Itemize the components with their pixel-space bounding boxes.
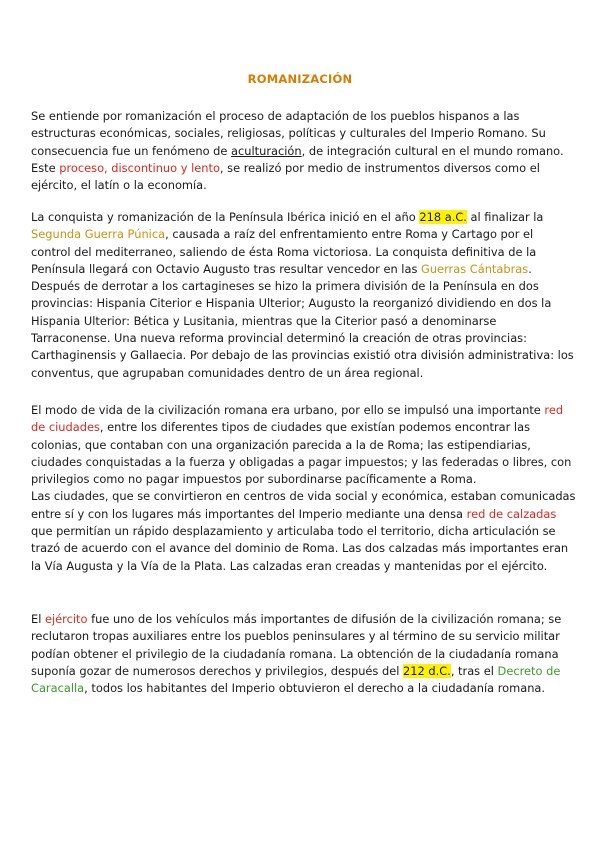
red-highlight-term: ejército bbox=[44, 612, 88, 626]
paragraph-intro bbox=[31, 108, 576, 194]
red-highlight-term: proceso, discontinuo y lento bbox=[59, 160, 220, 175]
page-title: ROMANIZACIÓN bbox=[247, 72, 353, 86]
text: Se entiende por romanización el proceso de adaptación de los pueblos hispanos a las estructuras económicas, sociales, religiosas, políticas y culturales del Imperio Romano. Su consecuencia fue un fenómeno de bbox=[31, 109, 546, 158]
red-highlight-term: red de ciudades bbox=[31, 403, 564, 435]
highlighted-date: 218 a.C. bbox=[419, 210, 467, 224]
text: Las ciudades, que se convirtieron en centros de vida social y económica, estaban comunicadas entre sí y con los lugares más importantes del Imperio mediante una densa bbox=[31, 489, 576, 521]
text: , tras el bbox=[450, 663, 498, 678]
text: que permitían un rápido desplazamiento y articulaba todo el territorio, dicha articulación se trazó de acuerdo con el avance del dominio de Roma. Las dos calzadas más importantes eran la Vía Augusta y la Vía de la Plata. Las calzadas eran creadas y mantenidas por el ejército. bbox=[31, 524, 569, 573]
text: al finalizar la bbox=[466, 210, 544, 224]
underlined-term: aculturación bbox=[231, 143, 302, 158]
text: , causada a raíz del enfrentamiento entre Roma y Cartago por el control del mediterraneo, saliendo de ésta Roma victoriosa. La conquista definitiva de la Península llegará con Octavio Augusto tras resultar vencedor en las bbox=[31, 227, 537, 276]
text: , todos los habitantes del Imperio obtuvieron el derecho a la ciudadanía romana. bbox=[84, 681, 546, 696]
text: . Después de derrotar a los cartagineses se hizo la primera división de la Península en dos provincias: Hispania Citerior e Hispania Ulterior; Augusto la reorganizó dividiendo en dos la Hispania Ulterior: Bética y Lusitania, mientras que la Citerior pasó a denominarse Tarraconense. Una nueva reforma provincial determinó la creación de otras provincias: Carthaginensis y Gallaecia. Por debajo de las provincias existió otra división administrativa: los conventus, que agrupaban comunidades dentro de un área regional. bbox=[31, 261, 574, 380]
text: , entre los diferentes tipos de ciudades que existían podemos encontrar las colonias, que contaban con una organización parecida a la de Roma; las estipendiarias, ciudades conquistadas a la fuerza y obligadas a pagar impuestos; y las federadas o libres, con privilegios como no pagar impuestos por subordinarse pacíficamente a Roma. bbox=[31, 420, 572, 487]
text: , se realizó por medio de instrumentos diversos como el ejército, el latín o la economía. bbox=[31, 160, 540, 193]
text: , de integración cultural en el mundo romano. Este bbox=[31, 143, 564, 175]
text: El modo de vida de la civilización romana era urbano, por ello se impulsó una importante bbox=[31, 403, 545, 417]
paragraph-conquest bbox=[31, 209, 576, 382]
text: La conquista y romanización de la Península Ibérica inició en el año bbox=[31, 210, 420, 224]
gold-term: Segunda Guerra Púnica bbox=[31, 227, 166, 242]
paragraph-army bbox=[31, 611, 576, 697]
text: El bbox=[31, 612, 45, 626]
red-highlight-term: red de calzadas bbox=[466, 506, 557, 521]
gold-term: Guerras Cántabras bbox=[421, 261, 529, 276]
paragraph-cities bbox=[31, 402, 576, 575]
highlighted-date: 212 d.C. bbox=[403, 663, 451, 678]
green-term: Decreto de Caracalla bbox=[31, 663, 561, 696]
text: fue uno de los vehículos más importantes de difusión de la civilización romana; se reclutaron tropas auxiliares entre los pueblos peninsulares y al término de su servicio militar podían obtener el privilegio de la ciudadanía romana. La obtención de la ciudadanía romana suponía gozar de numerosos derechos y privilegios, después del bbox=[31, 612, 562, 678]
